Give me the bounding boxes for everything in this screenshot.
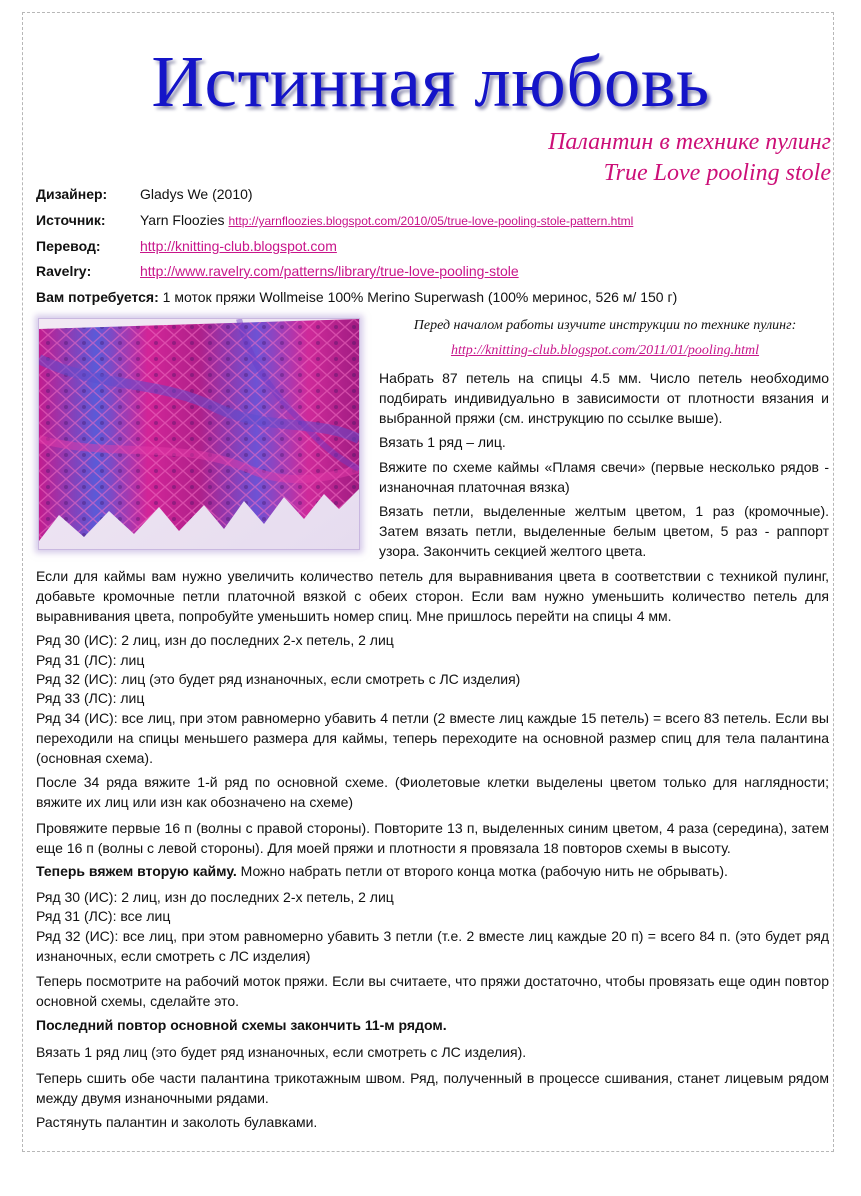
paragraph-check-yarn: Теперь посмотрите на рабочий моток пряжи. Если вы считаете, что пряжи достаточно, чтобы провязать еще один повтор основной схемы, сделайте это. — [36, 973, 829, 1009]
paragraph-final-row: Вязать 1 ряд лиц (это будет ряд изнаночных, если смотреть с ЛС изделия). — [36, 1044, 527, 1060]
pooling-note-link-row — [370, 341, 840, 361]
row-34: Ряд 34 (ИС): все лиц, при этом равномерно убавить 4 петли (2 вместе лиц каждые 15 петель) = всего 83 петель. Если вы переходили на спицы меньшего размера для каймы, теперь переходите на основной размер спиц для тела палантина (основная схема). — [36, 710, 829, 766]
designer-value: Gladys We (2010) — [140, 186, 253, 202]
page-title: Истинная любовь — [151, 41, 710, 122]
pooling-note: Перед началом работы изучите инструкции по технике пулинг: — [413, 318, 797, 333]
materials-value: 1 моток пряжи Wollmeise 100% Merino Superwash (100% меринос, 526 м/ 150 г) — [162, 289, 678, 305]
paragraph-border-chart: Вяжите по схеме каймы «Пламя свечи» (первые несколько рядов - изнаночная платочная вязка) — [379, 459, 829, 495]
materials-label: Вам потребуется: — [36, 289, 159, 305]
designer-label: Дизайнер: — [36, 186, 108, 202]
translation-link[interactable]: http://knitting-club.blogspot.com — [140, 238, 337, 254]
meta-ravelry — [36, 261, 519, 281]
ravelry-label: Ravelry: — [36, 263, 92, 279]
meta-translation — [36, 236, 337, 256]
meta-materials — [36, 287, 677, 307]
second-border-text: Можно набрать петли от второго конца мотка (рабочую нить не обрывать). — [236, 863, 728, 879]
pooling-link[interactable]: http://knitting-club.blogspot.com/2011/01/pooling.html — [450, 343, 760, 358]
paragraph-seaming: Теперь сшить обе части палантина трикотажным швом. Ряд, полученный в процессе сшивания, станет лицевым рядом между двумя изнаночными рядами. — [36, 1070, 829, 1106]
stole-photo — [38, 318, 360, 550]
paragraph-border-repeat: Вязать петли, выделенные желтым цветом, 1 раз (кромочные). Затем вязать петли, выделенные белым цветом, 5 раз - раппорт узора. Закончить секцией желтого цвета. — [379, 503, 829, 559]
row-30: Ряд 30 (ИС): 2 лиц, изн до последних 2-х петель, 2 лиц — [36, 632, 394, 648]
second-row-31: Ряд 31 (ЛС): все лиц — [36, 908, 171, 924]
subtitle-english: True Love pooling stole — [603, 160, 831, 186]
subtitle-russian: Палантин в технике пулинг — [548, 129, 831, 155]
second-row-32: Ряд 32 (ИС): все лиц, при этом равномерно убавить 3 петли (т.е. 2 вместе лиц каждые 20 п) = всего 84 п. (это будет ряд изнаночных, если смотреть с ЛС изделия) — [36, 928, 829, 964]
stole-photo-image — [39, 319, 359, 549]
row-32: Ряд 32 (ИС): лиц (это будет ряд изнаночных, если смотреть с ЛС изделия) — [36, 671, 521, 687]
source-value: Yarn Floozies — [140, 212, 225, 228]
paragraph-blocking: Растянуть палантин и заколоть булавками. — [36, 1114, 318, 1130]
row-31: Ряд 31 (ЛС): лиц — [36, 652, 145, 668]
paragraph-second-border — [36, 861, 829, 881]
meta-source — [36, 210, 633, 231]
ravelry-link[interactable]: http://www.ravelry.com/patterns/library/true-love-pooling-stole — [140, 263, 519, 279]
paragraph-main-chart: После 34 ряда вяжите 1-й ряд по основной схеме. (Фиолетовые клетки выделены цветом только для наглядности; вяжите их лиц или изн как обозначено на схеме) — [36, 774, 829, 810]
source-label: Источник: — [36, 212, 106, 228]
paragraph-first-row: Вязать 1 ряд – лиц. — [379, 434, 506, 450]
source-link[interactable]: http://yarnfloozies.blogspot.com/2010/05/true-love-pooling-stole-pattern.html — [228, 214, 634, 228]
paragraph-repeats: Провяжите первые 16 п (волны с правой стороны). Повторите 13 п, выделенных синим цветом, 4 раза (середина), затем еще 16 п (волны с левой стороны). Для моей пряжи и плотности я провязала 18 повторов схемы в высоту. — [36, 820, 829, 856]
second-border-heading: Теперь вяжем вторую кайму. — [36, 863, 237, 879]
row-33: Ряд 33 (ЛС): лиц — [36, 690, 145, 706]
second-row-30: Ряд 30 (ИС): 2 лиц, изн до последних 2-х петель, 2 лиц — [36, 889, 394, 905]
paragraph-stitch-adjust: Если для каймы вам нужно увеличить количество петель для выравнивания цвета в соответствии с техникой пулинг, добавьте кромочные петли платочной вязкой с обеих сторон. Если вам нужно уменьшить количество петель для выравнивания цвета, попробуйте уменьшить номер спиц. Мне пришлось перейти на спицы 4 мм. — [36, 568, 829, 624]
translation-label: Перевод: — [36, 238, 101, 254]
paragraph-last-repeat: Последний повтор основной схемы закончить 11-м рядом. — [36, 1017, 447, 1033]
meta-designer — [36, 184, 253, 204]
paragraph-cast-on: Набрать 87 петель на спицы 4.5 мм. Число петель необходимо подбирать индивидуально в зависимости от плотности вязания и выбранной пряжи (см. инструкцию по ссылке выше). — [379, 370, 829, 426]
